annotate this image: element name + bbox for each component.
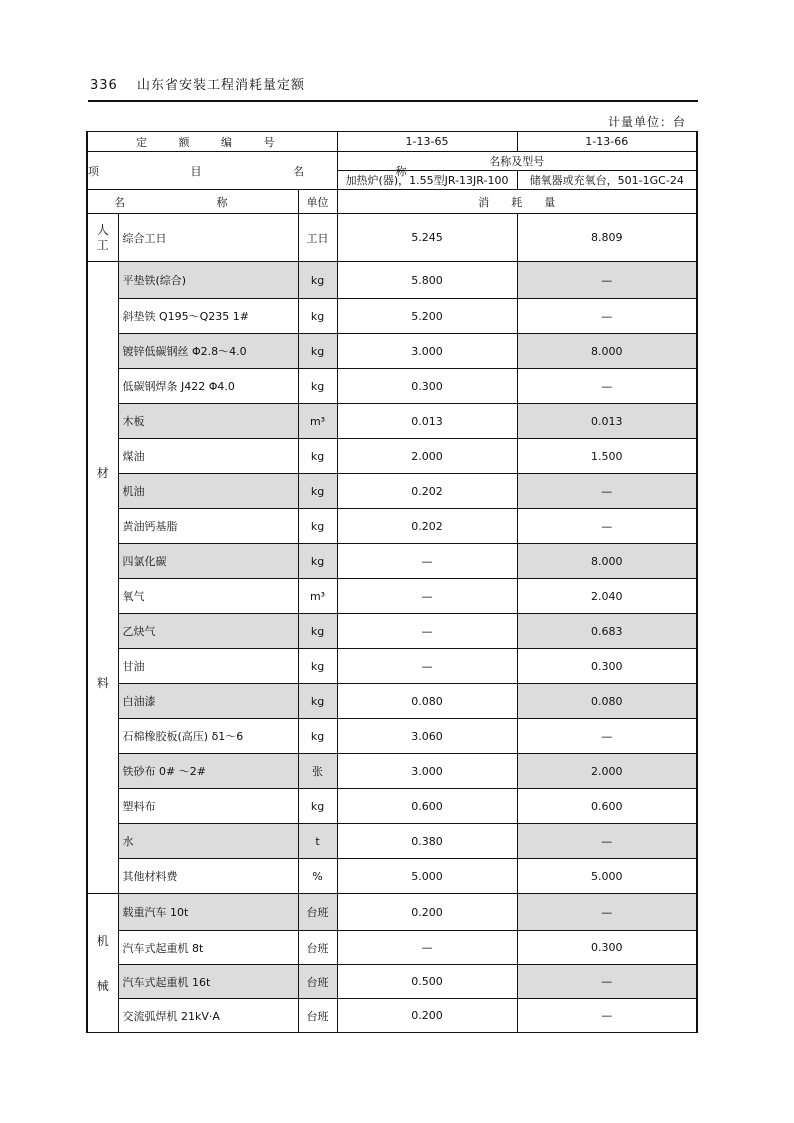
category-label: 机 械 (87, 894, 118, 1033)
unit-cell: 台班 (298, 999, 337, 1033)
material-name: 机油 (118, 474, 298, 509)
unit-note: 计量单位：台 (607, 115, 686, 129)
value-1: 0.202 (337, 474, 517, 509)
table-row (87, 474, 697, 509)
value-1: 2.000 (337, 439, 517, 474)
material-name: 白油漆 (118, 684, 298, 719)
material-name: 低碳钢焊条 J422 Φ4.0 (118, 369, 298, 404)
value-2: 5.000 (517, 859, 697, 894)
material-name: 氧气 (118, 579, 298, 614)
table-row (87, 824, 697, 859)
item-name-label: 项 目 名 称 (87, 152, 337, 190)
value-1: 0.080 (337, 684, 517, 719)
value-2: 0.683 (517, 614, 697, 649)
material-name: 木板 (118, 404, 298, 439)
value-2: — (517, 719, 697, 754)
name-model-label: 名称及型号 (337, 152, 697, 171)
material-name: 铁砂布 0# ～2# (118, 754, 298, 789)
unit-cell: kg (298, 474, 337, 509)
unit-cell: kg (298, 334, 337, 369)
value-1: 0.600 (337, 789, 517, 824)
unit-cell: 张 (298, 754, 337, 789)
page-number: 336 (90, 78, 118, 93)
table-row (87, 404, 697, 439)
material-name: 水 (118, 824, 298, 859)
value-2: 8.000 (517, 544, 697, 579)
value-1: 3.000 (337, 754, 517, 789)
value-1: 0.200 (337, 894, 517, 931)
header-rule (88, 100, 698, 102)
unit-cell: kg (298, 299, 337, 334)
value-2: — (517, 824, 697, 859)
value-2: — (517, 474, 697, 509)
value-1: 5.200 (337, 299, 517, 334)
value-2: 2.040 (517, 579, 697, 614)
unit-cell: kg (298, 509, 337, 544)
unit-cell: t (298, 824, 337, 859)
item-name-2: 储氧器或充氧台，501-1GC-24 (517, 171, 697, 190)
value-2: — (517, 299, 697, 334)
value-2: 0.080 (517, 684, 697, 719)
value-2: 1.500 (517, 439, 697, 474)
value-1: 5.000 (337, 859, 517, 894)
material-name: 平垫铁(综合) (118, 262, 298, 299)
table-row (87, 614, 697, 649)
unit-cell: 台班 (298, 965, 337, 999)
unit-cell: kg (298, 544, 337, 579)
value-2: 0.300 (517, 649, 697, 684)
material-name: 交流弧焊机 21kV·A (118, 999, 298, 1033)
unit-cell: m³ (298, 404, 337, 439)
value-1: 0.380 (337, 824, 517, 859)
quota-no-label: 定 额 编 号 (87, 132, 337, 152)
value-2: — (517, 965, 697, 999)
item-name-1: 加热炉(器)，1.55型JR-13JR-100 (337, 171, 517, 190)
unit-cell: kg (298, 684, 337, 719)
book-title: 山东省安装工程消耗量定额 (136, 78, 305, 93)
table-row (87, 999, 697, 1033)
quota-no-2: 1-13-66 (517, 132, 697, 152)
column-unit-header: 单位 (298, 190, 337, 214)
quota-table (86, 131, 698, 1033)
page-header (90, 74, 305, 93)
unit-cell: m³ (298, 579, 337, 614)
value-2: — (517, 509, 697, 544)
value-1: 0.013 (337, 404, 517, 439)
table-row (87, 214, 697, 262)
table-row (87, 579, 697, 614)
table-row (87, 439, 697, 474)
table-row (87, 649, 697, 684)
unit-cell: kg (298, 614, 337, 649)
column-consumption-header: 消 耗 量 (337, 190, 697, 214)
table-row (87, 262, 697, 299)
unit-cell: 工日 (298, 214, 337, 262)
table-row (87, 509, 697, 544)
material-name: 综合工日 (118, 214, 298, 262)
value-1: 3.000 (337, 334, 517, 369)
material-name: 镀锌低碳钢丝 Φ2.8～4.0 (118, 334, 298, 369)
table-row (87, 894, 697, 931)
table-row (87, 931, 697, 965)
value-2: 0.300 (517, 931, 697, 965)
material-name: 甘油 (118, 649, 298, 684)
unit-cell: 台班 (298, 931, 337, 965)
value-2: 2.000 (517, 754, 697, 789)
value-2: — (517, 262, 697, 299)
unit-cell: kg (298, 369, 337, 404)
table-row (87, 965, 697, 999)
value-2: 0.013 (517, 404, 697, 439)
table-row (87, 754, 697, 789)
unit-cell: % (298, 859, 337, 894)
material-name: 其他材料费 (118, 859, 298, 894)
value-1: 5.245 (337, 214, 517, 262)
material-name: 塑料布 (118, 789, 298, 824)
unit-cell: kg (298, 649, 337, 684)
value-2: 8.809 (517, 214, 697, 262)
value-2: — (517, 999, 697, 1033)
unit-cell: 台班 (298, 894, 337, 931)
material-name: 汽车式起重机 16t (118, 965, 298, 999)
table-row (87, 859, 697, 894)
table-row (87, 544, 697, 579)
value-2: 8.000 (517, 334, 697, 369)
column-name-header: 名 称 (87, 190, 298, 214)
value-2: — (517, 894, 697, 931)
material-name: 石棉橡胶板(高压) δ1～6 (118, 719, 298, 754)
material-name: 斜垫铁 Q195～Q235 1# (118, 299, 298, 334)
material-name: 黄油钙基脂 (118, 509, 298, 544)
table-row (87, 369, 697, 404)
table-row (87, 719, 697, 754)
category-label: 人工 (87, 214, 118, 262)
unit-cell: kg (298, 262, 337, 299)
value-1: — (337, 579, 517, 614)
unit-cell: kg (298, 439, 337, 474)
value-2: — (517, 369, 697, 404)
value-1: — (337, 931, 517, 965)
material-name: 四氯化碳 (118, 544, 298, 579)
value-1: 0.202 (337, 509, 517, 544)
table-row (87, 684, 697, 719)
material-name: 载重汽车 10t (118, 894, 298, 931)
material-name: 乙炔气 (118, 614, 298, 649)
value-1: 0.300 (337, 369, 517, 404)
unit-cell: kg (298, 719, 337, 754)
value-2: 0.600 (517, 789, 697, 824)
value-1: — (337, 614, 517, 649)
value-1: 0.500 (337, 965, 517, 999)
table-row (87, 789, 697, 824)
unit-cell: kg (298, 789, 337, 824)
quota-no-1: 1-13-65 (337, 132, 517, 152)
value-1: 5.800 (337, 262, 517, 299)
category-label: 材 料 (87, 262, 118, 894)
table-row (87, 334, 697, 369)
value-1: — (337, 649, 517, 684)
value-1: 0.200 (337, 999, 517, 1033)
table-row (87, 299, 697, 334)
material-name: 汽车式起重机 8t (118, 931, 298, 965)
value-1: — (337, 544, 517, 579)
material-name: 煤油 (118, 439, 298, 474)
value-1: 3.060 (337, 719, 517, 754)
